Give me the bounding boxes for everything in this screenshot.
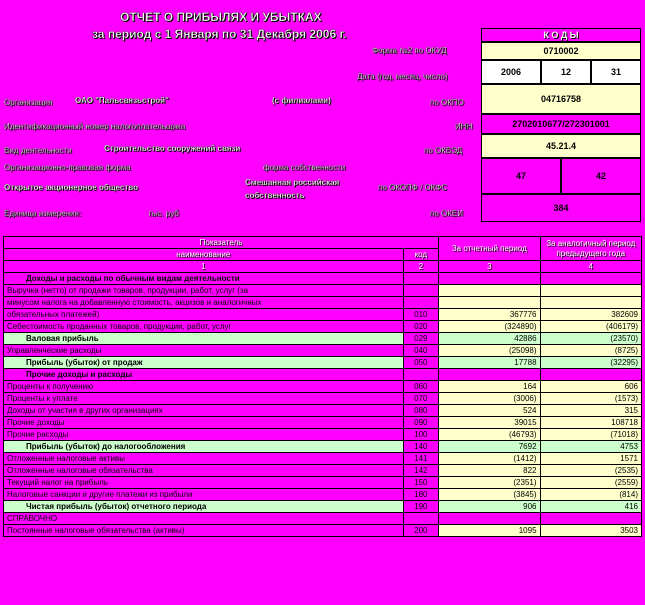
row-current-value: 367776 (439, 309, 540, 321)
row-name: Управленческие расходы (4, 345, 404, 357)
okopf-label: по ОКОПФ / ОКФС (378, 183, 447, 192)
table-row (4, 417, 642, 429)
row-name: Проценты к уплате (4, 393, 404, 405)
row-code: 180 (403, 489, 439, 501)
row-name: Проценты к получению (4, 381, 404, 393)
org-label: Организация (4, 98, 53, 107)
row-code: 070 (403, 393, 439, 405)
table-row (4, 393, 642, 405)
row-code: 150 (403, 477, 439, 489)
row-code (403, 369, 439, 381)
row-current-value (439, 297, 540, 309)
activity-label: Вид деятельности (4, 146, 72, 155)
org-note: (с филиалами) (272, 96, 331, 105)
row-name: Прочие доходы и расходы (4, 369, 404, 381)
row-prev-value (540, 273, 641, 285)
row-current-value: 906 (439, 501, 540, 513)
row-prev-value: 4753 (540, 441, 641, 453)
profit-loss-table (3, 236, 642, 537)
table-row (4, 501, 642, 513)
date-month: 12 (541, 60, 591, 84)
row-current-value: (2351) (439, 477, 540, 489)
okopf-code: 47 (481, 158, 561, 194)
report-title: ОТЧЕТ О ПРИБЫЛЯХ И УБЫТКАХ (120, 10, 322, 24)
table-row (4, 321, 642, 333)
row-code: 080 (403, 405, 439, 417)
row-prev-value: 416 (540, 501, 641, 513)
table-row (4, 345, 642, 357)
row-name: Отложенные налоговые обязательства (4, 465, 404, 477)
codes-header: К О Д Ы (481, 28, 641, 42)
row-current-value: 17788 (439, 357, 540, 369)
table-row (4, 525, 642, 537)
row-name: Чистая прибыль (убыток) отчетного периода (4, 501, 404, 513)
okud-code: 0710002 (481, 42, 641, 60)
okpo-label: по ОКПО (430, 98, 464, 107)
row-name: обязательных платежей) (4, 309, 404, 321)
row-code (403, 297, 439, 309)
okpo-code: 04716758 (481, 84, 641, 114)
row-prev-value: 1571 (540, 453, 641, 465)
legal-form-value: Открытое акционерное общество (4, 183, 138, 192)
row-code: 010 (403, 309, 439, 321)
row-code: 090 (403, 417, 439, 429)
okved-code: 45.21.4 (481, 134, 641, 158)
report-period: за период с 1 Января по 31 Декабря 2006 г. (92, 27, 347, 41)
ownership-value-2: собственность (245, 191, 305, 200)
legal-form-label: Организационно-правовая форма (4, 163, 131, 172)
header-name: наименование (4, 249, 404, 261)
row-current-value (439, 369, 540, 381)
row-prev-value: (23570) (540, 333, 641, 345)
table-row (4, 369, 642, 381)
row-current-value (439, 273, 540, 285)
inn-short: ИНН (455, 122, 473, 131)
row-prev-value (540, 285, 641, 297)
activity-value: Строительство сооружений связи (104, 144, 241, 153)
date-label: Дата (год, месяц, число) (357, 72, 448, 81)
row-prev-value: (71018) (540, 429, 641, 441)
row-current-value: (25098) (439, 345, 540, 357)
row-name: Текущий налог на прибыль (4, 477, 404, 489)
row-current-value: (324890) (439, 321, 540, 333)
row-code: 050 (403, 357, 439, 369)
row-current-value: 1095 (439, 525, 540, 537)
row-name: Прибыль (убыток) до налогообложения (4, 441, 404, 453)
okved-label: по ОКВЭД (424, 146, 463, 155)
table-row (4, 465, 642, 477)
row-code: 029 (403, 333, 439, 345)
table-row (4, 309, 642, 321)
row-code: 040 (403, 345, 439, 357)
header-prev-period: За аналогичный период предыдущего года (540, 237, 641, 261)
row-prev-value: 606 (540, 381, 641, 393)
row-current-value: (3006) (439, 393, 540, 405)
row-prev-value: (32295) (540, 357, 641, 369)
row-name: Прибыль (убыток) от продаж (4, 357, 404, 369)
row-current-value: 524 (439, 405, 540, 417)
table-row (4, 297, 642, 309)
row-prev-value: (2535) (540, 465, 641, 477)
row-current-value: (46793) (439, 429, 540, 441)
row-current-value: 822 (439, 465, 540, 477)
row-prev-value: (8725) (540, 345, 641, 357)
row-prev-value: 382609 (540, 309, 641, 321)
header-indicator: Показатель (4, 237, 439, 249)
row-prev-value: 108718 (540, 417, 641, 429)
okud-label: Форма №2 по ОКУД (372, 46, 447, 55)
table-row (4, 381, 642, 393)
row-code: 020 (403, 321, 439, 333)
row-current-value: (3845) (439, 489, 540, 501)
row-prev-value (540, 513, 641, 525)
col-num-2: 2 (403, 261, 439, 273)
row-name: Постоянные налоговые обязательства (активы) (4, 525, 404, 537)
row-name: Выручка (нетто) от продажи товаров, продукции, работ, услуг (за (4, 285, 404, 297)
row-current-value: 42886 (439, 333, 540, 345)
ownership-value-1: Смешанная российская (245, 178, 340, 187)
col-num-1: 1 (4, 261, 404, 273)
row-current-value: 164 (439, 381, 540, 393)
table-row (4, 489, 642, 501)
row-name: Прочие расходы (4, 429, 404, 441)
row-prev-value: 3503 (540, 525, 641, 537)
row-current-value (439, 285, 540, 297)
table-row (4, 513, 642, 525)
row-prev-value: (814) (540, 489, 641, 501)
row-name: Прочие доходы (4, 417, 404, 429)
row-code: 140 (403, 441, 439, 453)
unit-value: тыс. руб (148, 209, 179, 218)
table-row (4, 357, 642, 369)
row-prev-value: 315 (540, 405, 641, 417)
col-num-3: 3 (439, 261, 540, 273)
date-year: 2006 (481, 60, 541, 84)
row-code (403, 273, 439, 285)
row-code: 190 (403, 501, 439, 513)
row-code: 142 (403, 465, 439, 477)
date-day: 31 (591, 60, 641, 84)
row-name: Отложенные налоговые активы (4, 453, 404, 465)
table-row (4, 429, 642, 441)
row-prev-value (540, 297, 641, 309)
row-current-value: 7692 (439, 441, 540, 453)
row-prev-value (540, 369, 641, 381)
ownership-label: форма собственности (263, 163, 346, 172)
row-code: 200 (403, 525, 439, 537)
header-current-period: За отчетный период (439, 237, 540, 261)
row-code: 100 (403, 429, 439, 441)
header-code: код (403, 249, 439, 261)
row-code: 141 (403, 453, 439, 465)
okei-code: 384 (481, 194, 641, 222)
table-row (4, 273, 642, 285)
row-name: Доходы и расходы по обычным видам деятельности (4, 273, 404, 285)
row-current-value (439, 513, 540, 525)
table-row (4, 453, 642, 465)
row-name: Доходы от участия в других организациях (4, 405, 404, 417)
okfs-code: 42 (561, 158, 641, 194)
table-row (4, 333, 642, 345)
row-name: Себестоимость проданных товаров, продукции, работ, услуг (4, 321, 404, 333)
row-code (403, 285, 439, 297)
org-name: ОАО "Пальсвязьстрой" (75, 96, 169, 105)
table-row (4, 405, 642, 417)
row-name: Налоговые санкции и другие платежи из прибыли (4, 489, 404, 501)
row-current-value: (1412) (439, 453, 540, 465)
inn-code: 2702010677/272301001 (481, 114, 641, 134)
col-num-4: 4 (540, 261, 641, 273)
table-row (4, 285, 642, 297)
row-name: СПРАВОЧНО (4, 513, 404, 525)
table-row (4, 441, 642, 453)
row-name: Валовая прибыль (4, 333, 404, 345)
unit-label: Единица измерения: (4, 209, 82, 218)
row-name: минусом налога на добавленную стоимость, акцизов и аналогичных (4, 297, 404, 309)
row-prev-value: (2559) (540, 477, 641, 489)
inn-label: Идентификационный номер налогоплательщика (4, 122, 186, 131)
row-prev-value: (1573) (540, 393, 641, 405)
row-code: 060 (403, 381, 439, 393)
row-code (403, 513, 439, 525)
row-current-value: 39015 (439, 417, 540, 429)
okei-label: по ОКЕИ (430, 209, 463, 218)
table-row (4, 477, 642, 489)
row-prev-value: (406179) (540, 321, 641, 333)
